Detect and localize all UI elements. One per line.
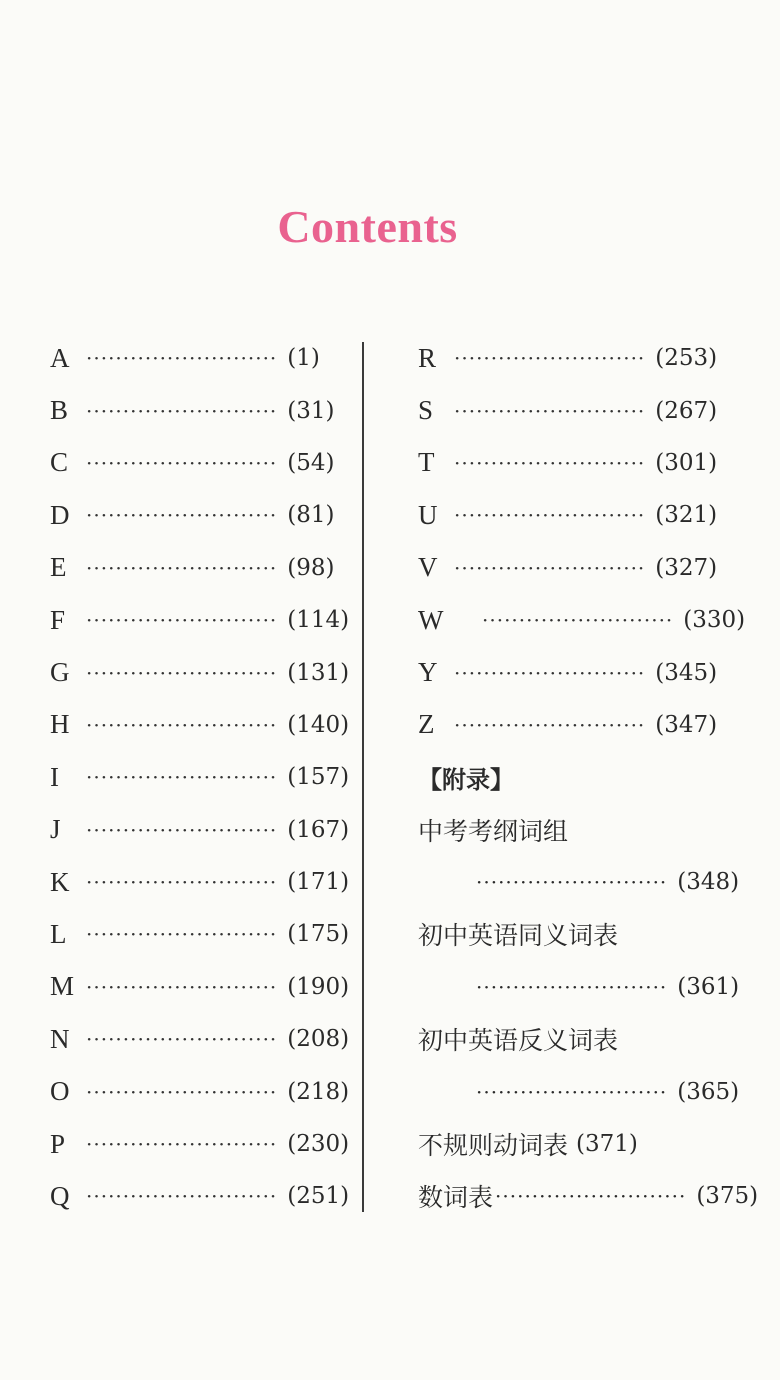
appendix-entry[interactable] (418, 1118, 678, 1170)
appendix-page-row[interactable] (418, 856, 740, 908)
leader-dots: ·························· (86, 555, 278, 580)
toc-page-number: (230) (287, 1131, 350, 1158)
toc-page-number: (253) (655, 345, 718, 372)
toc-page-number: (327) (655, 554, 718, 581)
appendix-item-label: 不规则动词表 (418, 1131, 569, 1161)
leader-dots: ·························· (495, 1184, 687, 1209)
toc-letter: E (50, 552, 67, 583)
toc-letter: N (50, 1023, 70, 1054)
toc-entry[interactable] (50, 489, 335, 541)
leader-dots: ·························· (86, 398, 278, 423)
column-divider (362, 342, 364, 1212)
toc-letter: B (50, 395, 69, 426)
leader-dots: ·························· (86, 346, 278, 371)
page-title: Contents (277, 201, 458, 252)
leader-dots: ·························· (86, 608, 278, 633)
toc-entry[interactable] (50, 437, 335, 489)
leader-dots: ·························· (86, 922, 278, 947)
toc-right-column (418, 332, 759, 1223)
toc-letter: Q (50, 1180, 70, 1211)
toc-entry[interactable] (418, 489, 718, 541)
leader-dots: ·························· (86, 1184, 278, 1209)
toc-letter: U (418, 499, 438, 530)
toc-entry[interactable] (50, 1013, 350, 1065)
leader-dots: ·························· (86, 712, 278, 737)
toc-page-number: (171) (287, 869, 350, 896)
toc-entry[interactable] (50, 594, 350, 646)
toc-letter: I (50, 761, 59, 792)
leader-dots: ·························· (454, 503, 646, 528)
leader-dots: ·························· (86, 660, 278, 685)
appendix-item-label: 数词表 (418, 1183, 494, 1213)
leader-dots: ·························· (482, 608, 674, 633)
leader-dots: ·························· (454, 555, 646, 580)
toc-page-number: (1) (287, 345, 320, 372)
leader-dots: ·························· (476, 974, 668, 999)
toc-entry[interactable] (50, 384, 335, 436)
appendix-page-number: (371) (576, 1131, 638, 1158)
toc-page-number: (114) (287, 607, 350, 634)
toc-page-number: (167) (287, 816, 350, 843)
toc-entry[interactable] (50, 699, 350, 751)
toc-entry[interactable] (418, 594, 746, 646)
toc-entry[interactable] (50, 1118, 350, 1170)
leader-dots: ·························· (86, 870, 278, 895)
leader-dots: ·························· (476, 870, 668, 895)
leader-dots: ·························· (86, 1132, 278, 1157)
appendix-page-number: (365) (677, 1078, 740, 1105)
toc-letter: Y (418, 657, 438, 688)
toc-entry[interactable] (418, 384, 718, 436)
toc-page-number: (190) (287, 973, 350, 1000)
leader-dots: ·························· (86, 817, 278, 842)
appendix-page-row[interactable] (418, 1065, 740, 1117)
toc-page-number: (345) (655, 659, 718, 686)
toc-letter: L (50, 918, 67, 949)
toc-entry[interactable] (50, 1065, 350, 1117)
toc-left-column (50, 332, 350, 1223)
toc-entry[interactable] (50, 961, 350, 1013)
appendix-item-label[interactable]: 初中英语同义词表 (418, 921, 619, 951)
toc-page-number: (218) (287, 1078, 350, 1105)
toc-entry[interactable] (50, 908, 350, 960)
leader-dots: ·························· (86, 1027, 278, 1052)
toc-page-number: (54) (287, 449, 335, 476)
toc-page-number: (330) (683, 607, 746, 634)
leader-dots: ·························· (476, 1079, 668, 1104)
leader-dots: ·························· (86, 765, 278, 790)
toc-letter: K (50, 866, 70, 897)
toc-page-number: (98) (287, 554, 335, 581)
toc-page-number: (31) (287, 397, 335, 424)
toc-entry[interactable] (418, 542, 718, 594)
leader-dots: ·························· (86, 503, 278, 528)
toc-entry[interactable] (50, 751, 350, 803)
toc-page-number: (208) (287, 1026, 350, 1053)
toc-letter: S (418, 395, 434, 426)
toc-entry[interactable] (418, 332, 718, 384)
toc-letter: P (50, 1128, 66, 1159)
toc-entry[interactable] (50, 1170, 350, 1222)
toc-letter: M (50, 971, 75, 1002)
appendix-page-row[interactable] (418, 961, 740, 1013)
toc-letter: H (50, 709, 70, 740)
appendix-item-label[interactable]: 中考考纲词组 (418, 816, 569, 846)
toc-page-number: (267) (655, 397, 718, 424)
leader-dots: ·························· (86, 450, 278, 475)
appendix-item-label[interactable]: 初中英语反义词表 (418, 1026, 619, 1056)
toc-entry[interactable] (418, 437, 718, 489)
toc-letter: D (50, 499, 70, 530)
toc-entry[interactable] (50, 332, 320, 384)
toc-letter: J (50, 814, 61, 845)
leader-dots: ·························· (454, 712, 646, 737)
appendix-page-number: (348) (677, 869, 740, 896)
toc-letter: T (418, 447, 435, 478)
toc-page-number: (321) (655, 502, 718, 529)
toc-page-number: (301) (655, 449, 718, 476)
leader-dots: ·························· (86, 974, 278, 999)
toc-entry[interactable] (50, 542, 335, 594)
toc-entry[interactable] (50, 646, 350, 698)
toc-page-number: (251) (287, 1183, 350, 1210)
leader-dots: ·························· (454, 398, 646, 423)
toc-page-number: (157) (287, 764, 350, 791)
toc-letter: Z (418, 709, 435, 740)
appendix-heading: 【附录】 (418, 765, 514, 794)
toc-letter: C (50, 447, 69, 478)
appendix-page-number: (361) (677, 973, 740, 1000)
toc-entry[interactable] (418, 646, 718, 698)
toc-letter: W (418, 604, 444, 635)
appendix-page-number: (375) (696, 1183, 759, 1210)
toc-letter: G (50, 657, 70, 688)
toc-page-number: (81) (287, 502, 335, 529)
leader-dots: ·························· (454, 660, 646, 685)
toc-page-number: (131) (287, 659, 350, 686)
toc-entry[interactable] (50, 804, 350, 856)
toc-letter: A (50, 342, 70, 373)
toc-letter: F (50, 604, 66, 635)
toc-entry[interactable] (418, 699, 718, 751)
toc-letter: R (418, 342, 437, 373)
toc-entry[interactable] (50, 856, 350, 908)
toc-letter: V (418, 552, 438, 583)
leader-dots: ·························· (454, 346, 646, 371)
leader-dots: ·························· (86, 1079, 278, 1104)
toc-page-number: (175) (287, 921, 350, 948)
toc-letter: O (50, 1076, 70, 1107)
leader-dots: ·························· (454, 450, 646, 475)
toc-page-number: (347) (655, 711, 718, 738)
appendix-entry[interactable] (418, 1170, 759, 1222)
toc-page-number: (140) (287, 711, 350, 738)
